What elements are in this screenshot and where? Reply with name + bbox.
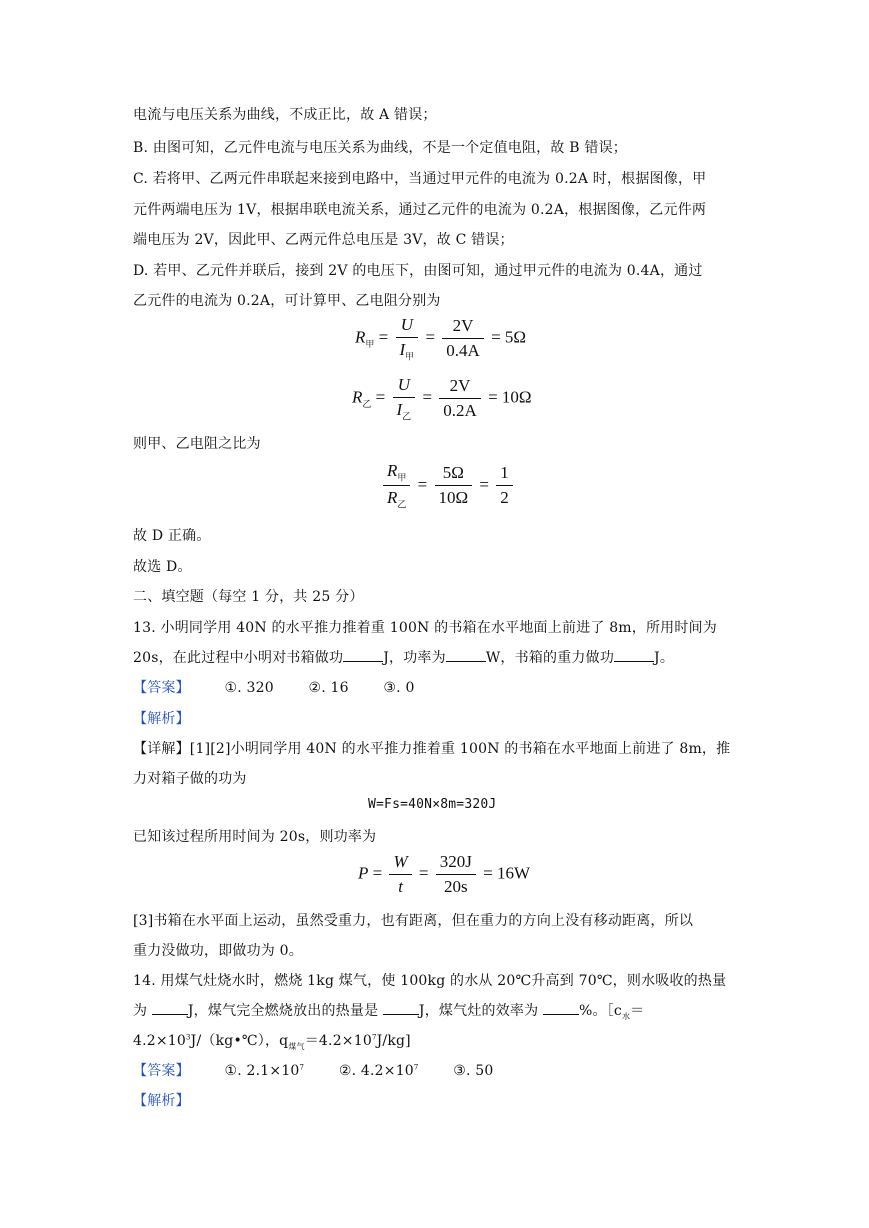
fraction-denominator: I bbox=[399, 340, 406, 359]
text-fragment: J/kg] bbox=[376, 1033, 411, 1049]
question-14: 14. 用煤气灶烧水时，燃烧 1kg 煤气，使 100kg 的水从 20℃升高到 70℃，则水吸收的热量 bbox=[133, 973, 727, 989]
fraction bbox=[389, 852, 411, 897]
text-line: 则甲、乙电阻之比为 bbox=[133, 436, 261, 452]
formula-result: 5Ω bbox=[504, 327, 527, 347]
text-fragment: J，功率为 bbox=[383, 650, 446, 666]
superscript: 3 bbox=[186, 1033, 191, 1042]
formula-subscript: 乙 bbox=[397, 500, 407, 511]
fraction-numerator: U bbox=[393, 375, 416, 398]
work-formula: W=Fs=40N×8m=320J bbox=[368, 797, 497, 812]
text-line: 元件两端电压为 1V，根据串联电流关系，通过乙元件的电流为 0.2A，根据图像，乙元件两 bbox=[133, 202, 707, 218]
subscript: 煤气 bbox=[288, 1041, 305, 1051]
formula-subscript: 甲 bbox=[397, 473, 407, 484]
analysis-label: 【解析】 bbox=[133, 1093, 190, 1109]
text-line: 力对箱子做的功为 bbox=[133, 771, 247, 787]
text-line: [3]书箱在水平面上运动，虽然受重力，也有距离，但在重力的方向上没有移动距离，所以 bbox=[133, 913, 694, 929]
answer-option: ①. 2.1×10 bbox=[224, 1063, 300, 1079]
text-fragment: J，煤气完全燃烧放出的热量是 bbox=[187, 1003, 383, 1019]
answer-blank bbox=[343, 649, 383, 662]
text-line: 电流与电压关系为曲线，不成正比，故 A 错误； bbox=[133, 107, 437, 123]
text-line: 已知该过程所用时间为 20s，则功率为 bbox=[133, 829, 377, 845]
fraction-numerator: U bbox=[396, 315, 419, 338]
fraction bbox=[435, 463, 473, 508]
text-fragment: 4.2×10 bbox=[133, 1033, 187, 1049]
formula-symbol: R bbox=[355, 327, 366, 347]
fraction bbox=[496, 463, 513, 508]
fraction-denominator: R bbox=[387, 488, 398, 508]
answer-option: ③. 50 bbox=[453, 1063, 494, 1079]
fraction-denominator: t bbox=[398, 877, 403, 896]
fraction-numerator: 320J bbox=[436, 852, 476, 875]
text-fragment: 为 bbox=[133, 1003, 152, 1019]
text-fragment: ＝ bbox=[630, 1003, 645, 1019]
text-line: 重力没做功，即做功为 0。 bbox=[133, 943, 303, 959]
text-line: B. 由图可知，乙元件电流与电压关系为曲线，不是一个定值电阻，故 B 错误； bbox=[133, 140, 627, 156]
fraction bbox=[396, 315, 419, 362]
question-13: 13. 小明同学用 40N 的水平推力推着重 100N 的书箱在水平地面上前进了 8m，所用时间为 bbox=[133, 620, 717, 636]
answer-label: 【答案】 bbox=[133, 680, 190, 696]
fraction-numerator: 2V bbox=[442, 316, 484, 339]
fraction-denominator: 2 bbox=[500, 488, 509, 508]
text-line: 【详解】[1][2]小明同学用 40N 的水平推力推着重 100N 的书箱在水平地面上前进了 8m，推 bbox=[133, 741, 731, 757]
fraction bbox=[436, 852, 476, 897]
formula-r-yi: $R_乙$ = $\frac{U}{I_乙}$ = $\frac{2V}{0.2A}$ = 10Ω bbox=[352, 375, 532, 423]
fraction-numerator: W bbox=[389, 852, 411, 875]
fraction-denominator: 10Ω bbox=[438, 488, 469, 508]
text-line: 故 D 正确。 bbox=[133, 528, 211, 544]
fraction-denominator: I bbox=[396, 400, 403, 419]
question-14-constants bbox=[133, 1030, 411, 1052]
analysis-label: 【解析】 bbox=[133, 711, 190, 727]
text-line: 故选 D。 bbox=[133, 559, 192, 575]
answer-label: 【答案】 bbox=[133, 1063, 190, 1079]
fraction bbox=[393, 375, 416, 422]
superscript: 7 bbox=[413, 1063, 419, 1072]
formula-subscript: 甲 bbox=[365, 340, 375, 350]
subscript: 水 bbox=[621, 1011, 631, 1021]
text-fragment: W，书箱的重力做功 bbox=[485, 650, 615, 666]
superscript: 7 bbox=[371, 1033, 377, 1042]
formula-ratio: $\frac{R_甲}{R_乙}$ = $\frac{5\Omega}{10\Omega}$ = $\frac{1}{2}$ bbox=[380, 461, 516, 511]
text-fragment: ＝4.2×10 bbox=[304, 1033, 372, 1049]
fraction-numerator: 2V bbox=[439, 376, 481, 399]
text-line: 乙元件的电流为 0.2A，可计算甲、乙电阻分别为 bbox=[133, 293, 441, 309]
text-fragment: J。 bbox=[654, 650, 675, 666]
answer-blank bbox=[446, 649, 486, 662]
formula-result: 10Ω bbox=[501, 387, 532, 407]
formula-subscript: 乙 bbox=[362, 400, 372, 410]
fraction bbox=[439, 376, 481, 421]
text-fragment: J，煤气灶的效率为 bbox=[418, 1003, 543, 1019]
fraction-numerator: R bbox=[387, 461, 398, 480]
formula-result: 16W bbox=[496, 863, 531, 883]
answer-blank bbox=[614, 649, 654, 662]
answer-option: ②. 4.2×10 bbox=[338, 1063, 414, 1079]
question-13-blanks bbox=[133, 647, 674, 667]
text-fragment: J/（kg•℃），q bbox=[190, 1033, 289, 1049]
fraction-denominator: 0.2A bbox=[443, 401, 477, 421]
formula-symbol: P bbox=[358, 863, 369, 883]
formula-r-jia: $R_甲$ = $\frac{U}{I_甲}$ = $\frac{2V}{0.4A}$ = 5Ω bbox=[355, 315, 527, 363]
answer-blank bbox=[543, 1002, 579, 1015]
formula-subscript: 甲 bbox=[405, 352, 415, 363]
answer-blank bbox=[383, 1002, 419, 1015]
fraction bbox=[442, 316, 484, 361]
answer-row-13 bbox=[133, 677, 415, 697]
question-14-blanks bbox=[133, 1000, 644, 1022]
superscript: 7 bbox=[299, 1063, 305, 1072]
fraction-numerator: 1 bbox=[496, 463, 513, 486]
text-fragment: 20s，在此过程中小明对书箱做功 bbox=[133, 650, 344, 666]
answer-option: ①. 320 bbox=[224, 680, 274, 696]
answer-option: ②. 16 bbox=[308, 680, 349, 696]
text-fragment: %。［c bbox=[578, 1003, 622, 1019]
fraction bbox=[383, 461, 410, 511]
text-line: 端电压为 2V，因此甲、乙两元件总电压是 3V，故 C 错误； bbox=[133, 232, 514, 248]
fraction-denominator: 0.4A bbox=[446, 341, 480, 361]
formula-power: P = $\frac{W}{t}$ = $\frac{320J}{20s}$ = 16W bbox=[358, 852, 531, 896]
answer-row-14 bbox=[133, 1060, 493, 1080]
formula-subscript: 乙 bbox=[402, 412, 412, 423]
fraction-denominator: 20s bbox=[444, 877, 468, 896]
section-heading: 二、填空题（每空 1 分，共 25 分） bbox=[133, 589, 364, 605]
answer-option: ③. 0 bbox=[383, 680, 415, 696]
answer-blank bbox=[152, 1002, 188, 1015]
fraction-numerator: 5Ω bbox=[435, 463, 473, 486]
text-line: C. 若将甲、乙两元件串联起来接到电路中，当通过甲元件的电流为 0.2A 时，根据图像，甲 bbox=[133, 171, 707, 187]
text-line: D. 若甲、乙元件并联后，接到 2V 的电压下，由图可知，通过甲元件的电流为 0.4A，通过 bbox=[133, 263, 703, 279]
formula-symbol: R bbox=[352, 387, 363, 407]
